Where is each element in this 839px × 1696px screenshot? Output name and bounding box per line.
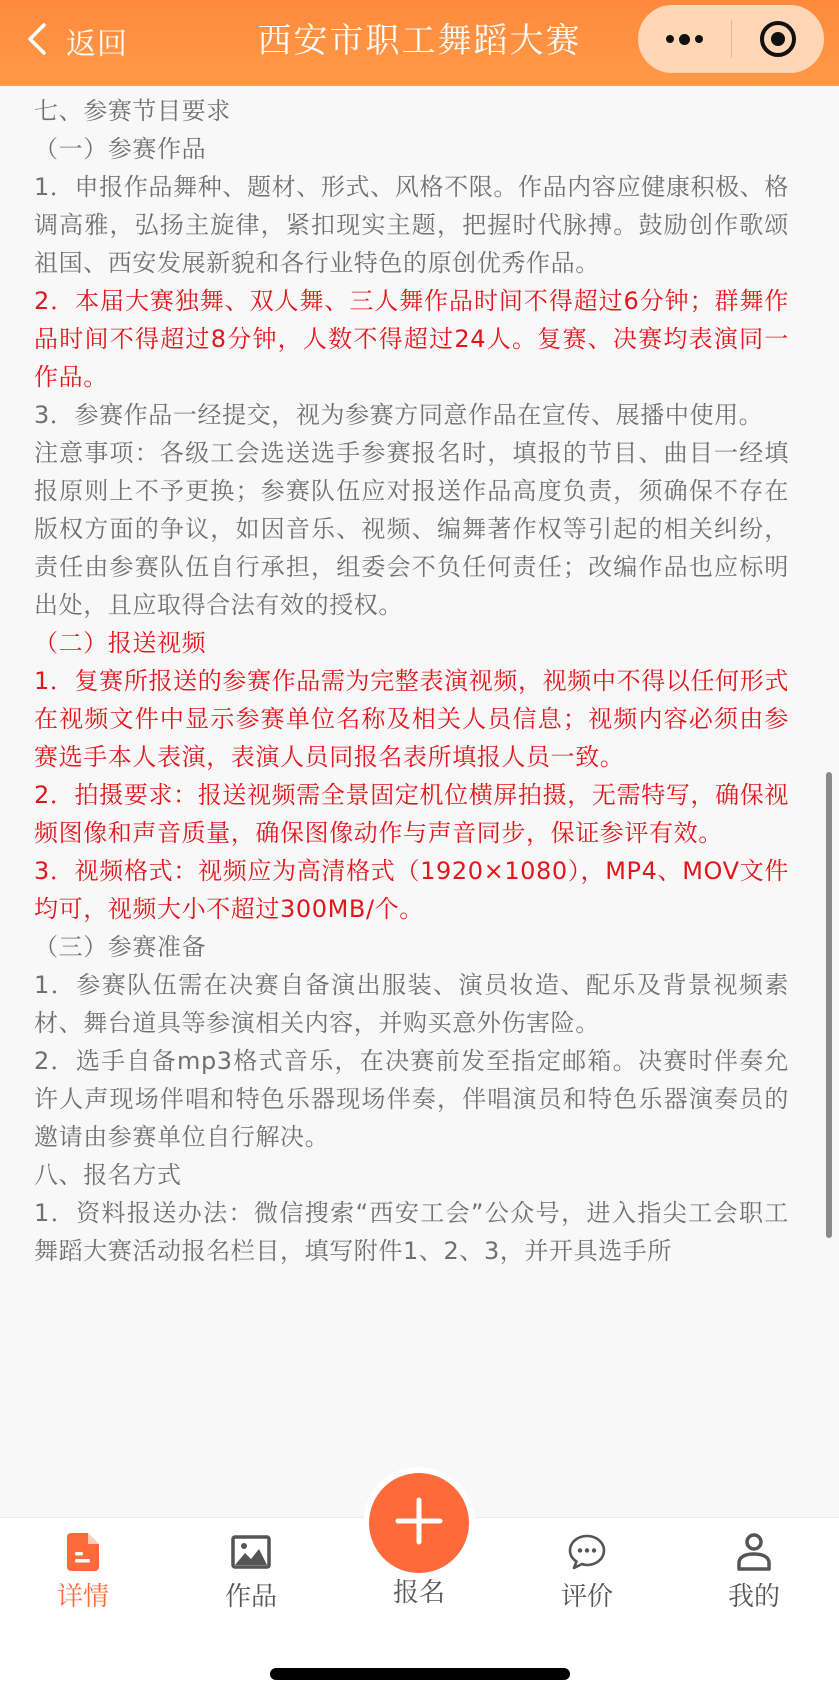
- close-miniprogram-button[interactable]: [732, 5, 825, 73]
- tab-label: 作品: [224, 1582, 277, 1612]
- paragraph-video-2: 2．拍摄要求：报送视频需全景固定机位横屏拍摄，无需特写，确保视频图像和声音质量，确保图像动作与声音同步，保证参评有效。: [34, 781, 789, 847]
- scrollbar[interactable]: [826, 772, 832, 1238]
- tab-details[interactable]: [23, 1532, 143, 1622]
- subsection-heading-video: （二）报送视频: [34, 629, 207, 657]
- chevron-left-icon: [24, 22, 50, 60]
- tab-label: 我的: [727, 1582, 780, 1612]
- paragraph-works-1: 1．申报作品舞种、题材、形式、风格不限。作品内容应健康积极、格调高雅，弘扬主旋律，紧扣现实主题，把握时代脉搏。鼓励创作歌颂祖国、西安发展新貌和各行业特色的原创优秀作品。: [34, 173, 789, 277]
- miniprogram-capsule: [638, 5, 824, 73]
- plus-icon: [394, 1496, 444, 1550]
- image-icon: [231, 1532, 271, 1572]
- tab-works[interactable]: [191, 1532, 311, 1622]
- signup-button[interactable]: [369, 1473, 469, 1573]
- target-circle-icon: [760, 21, 796, 57]
- paragraph-notice: 注意事项：各级工会选送选手参赛报名时，填报的节目、曲目一经填报原则上不予更换；参赛队伍应对报送作品高度负责，须确保不存在版权方面的争议，如因音乐、视频、编舞著作权等引起的相关纠纷，责任由参赛队伍自行承担，组委会不负任何责任；改编作品也应标明出处，且应取得合法有效的授权。: [34, 439, 789, 619]
- paragraph-works-3: 3．参赛作品一经提交，视为参赛方同意作品在宣传、展播中使用。: [34, 401, 764, 429]
- back-button[interactable]: [24, 18, 128, 64]
- article-content[interactable]: [0, 86, 839, 1517]
- tab-mine[interactable]: [694, 1532, 814, 1622]
- nav-header: [0, 0, 839, 86]
- tab-label: 详情: [56, 1582, 109, 1612]
- subsection-heading-prep: （三）参赛准备: [34, 933, 207, 961]
- chat-bubble-icon: [567, 1532, 607, 1572]
- tab-label: 评价: [560, 1582, 613, 1612]
- subsection-heading-works: （一）参赛作品: [34, 135, 207, 163]
- user-icon: [734, 1532, 774, 1572]
- page-title: 西安市职工舞蹈大赛: [257, 21, 582, 61]
- signup-label: 报名: [392, 1578, 445, 1608]
- paragraph-signup-1: 1．资料报送办法：微信搜索“西安工会”公众号，进入指尖工会职工舞蹈大赛活动报名栏目，填写附件1、2、3，并开具选手所: [34, 1199, 789, 1265]
- paragraph-prep-1: 1．参赛队伍需在决赛自备演出服装、演员妆造、配乐及背景视频素材、舞台道具等参演相关内容，并购买意外伤害险。: [34, 971, 789, 1037]
- home-indicator: [270, 1668, 570, 1680]
- paragraph-video-1: 1．复赛所报送的参赛作品需为完整表演视频，视频中不得以任何形式在视频文件中显示参赛单位名称及相关人员信息；视频内容必须由参赛选手本人表演，表演人员同报名表所填报人员一致。: [34, 667, 789, 771]
- more-button[interactable]: [638, 5, 731, 73]
- paragraph-works-2-highlight: 2．本届大赛独舞、双人舞、三人舞作品时间不得超过6分钟；群舞作品时间不得超过8分钟，人数不得超过24人。复赛、决赛均表演同一作品。: [34, 287, 789, 391]
- back-label: 返回: [66, 27, 128, 62]
- section-heading-8: 八、报名方式: [34, 1161, 182, 1189]
- section-heading-7: 七、参赛节目要求: [34, 97, 231, 125]
- tab-reviews[interactable]: [527, 1532, 647, 1622]
- document-icon: [63, 1532, 103, 1572]
- paragraph-video-3: 3．视频格式：视频应为高清格式（1920×1080），MP4、MOV文件均可，视频大小不超过300MB/个。: [34, 857, 789, 923]
- more-dots-icon: [666, 34, 703, 45]
- paragraph-prep-2: 2．选手自备mp3格式音乐，在决赛前发至指定邮箱。决赛时伴奏允许人声现场伴唱和特色乐器现场伴奏，伴唱演员和特色乐器演奏员的邀请由参赛单位自行解决。: [34, 1047, 789, 1151]
